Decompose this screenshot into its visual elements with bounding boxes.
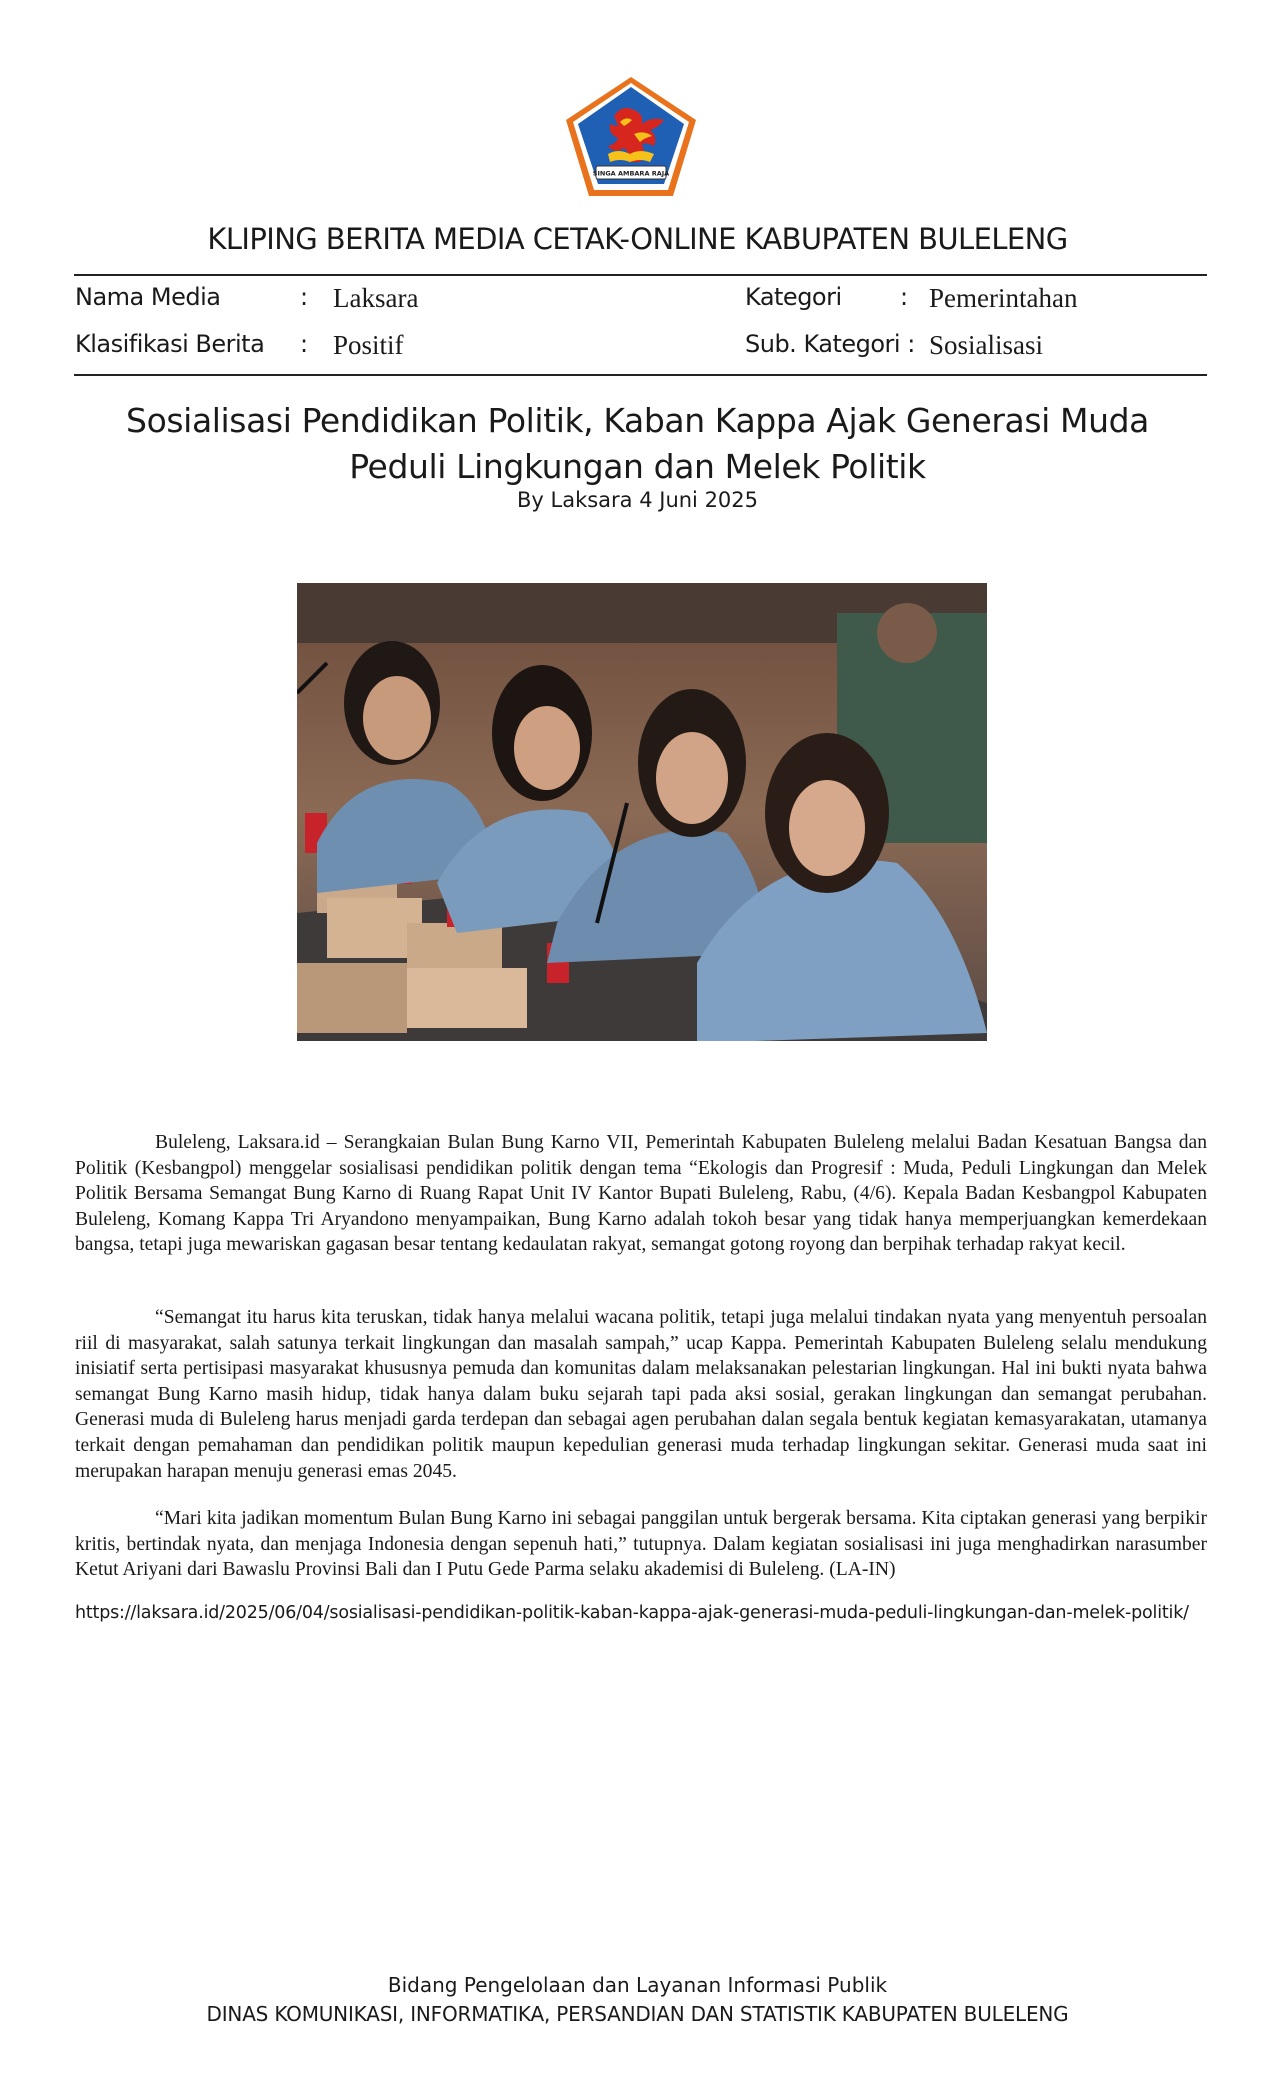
sub-kategori-value: Sosialisasi [929,330,1044,360]
singa-ambara-raja-logo [562,74,700,200]
media-label: Nama Media [75,283,221,311]
footer-department: Bidang Pengelolaan dan Layanan Informasi Publik [387,1973,888,1997]
article-paragraph-2: “Semangat itu harus kita teruskan, tidak hanya melalui wacana politik, tetapi juga melalui tindakan nyata yang menyentuh persoalan riil di masyarakat, salah satunya terkait lingkungan dan masalah sampah,” ucap Kappa. Pemerintah Kabupaten Buleleng selalu mendukung inisiatif serta pertisipasi masyarakat khususnya pemuda dan komunitas dalam melaksanakan pelestarian lingkungan. Hal ini bukti nyata bahwa semangat Bung Karno masih hidup, tidak hanya dalam buku sejarah tapi pada aksi sosial, gerakan lingkungan dan semangat perubahan. Generasi muda di Buleleng harus menjadi garda terdepan dan sebagai agen perubahan dalan segala bentuk kegiatan kemasyarakatan, utamanya terkait dengan pemahaman dan pendidikan politik maupun kepedulian generasi muda terhadap lingkungan sekitar. Generasi muda saat ini merupakan harapan menuju generasi emas 2045. [75,1307,1207,1482]
clipping-header-title: KLIPING BERITA MEDIA CETAK-ONLINE KABUPATEN BULELENG [207,222,1068,256]
article-title: Sosialisasi Pendidikan Politik, Kaban Kappa Ajak Generasi Muda Peduli Lingkungan dan Melek Politik [126,401,1149,486]
media-colon: : [300,283,308,311]
sub-kategori-label: Sub. Kategori : [745,330,915,358]
svg-text:SINGA AMBARA RAJA: SINGA AMBARA RAJA [592,169,670,178]
article-paragraph-1: Buleleng, Laksara.id – Serangkaian Bulan Bung Karno VII, Pemerintah Kabupaten Buleleng melalui Badan Kesatuan Bangsa dan Politik (Kesbangpol) menggelar sosialisasi pendidikan politik dengan tema “Ekologis dan Progresif : Muda, Peduli Lingkungan dan Melek Politik Bersama Semangat Bung Karno di Ruang Rapat Unit IV Kantor Bupati Buleleng, Rabu, (4/6). Kepala Badan Kesbangpol Kabupaten Buleleng, Komang Kappa Tri Aryandono menyampaikan, Bung Karno adalah tokoh besar yang tidak hanya memperjuangkan kemerdekaan bangsa, tetapi juga mewariskan gagasan besar tentang kedaulatan rakyat, semangat gotong royong dan berpihak terhadap rakyat kecil. [75,1132,1207,1256]
footer-agency: DINAS KOMUNIKASI, INFORMATIKA, PERSANDIAN DAN STATISTIK KABUPATEN BULELENG [206,2002,1069,2026]
header-divider-top [74,274,1207,276]
media-value: Laksara [333,283,419,313]
source-url-link[interactable]: https://laksara.id/2025/06/04/sosialisasi-pendidikan-politik-kaban-kappa-ajak-generasi-muda-peduli-lingkungan-dan-melek-politik/ [75,1603,1189,1623]
kategori-value: Pemerintahan [929,283,1078,313]
klasifikasi-value: Positif [333,330,404,360]
article-photo [297,583,987,1041]
klasifikasi-label: Klasifikasi Berita [75,330,265,358]
header-divider-bottom [74,374,1207,376]
klasifikasi-colon: : [300,330,308,358]
article-paragraph-3: “Mari kita jadikan momentum Bulan Bung Karno ini sebagai panggilan untuk bergerak bersama. Kita ciptakan generasi yang berpikir kritis, bertindak nyata, dan menjaga Indonesia dengan sepenuh hati,” tutupnya. Dalam kegiatan sosialisasi ini juga menghadirkan narasumber Ketut Ariyani dari Bawaslu Provinsi Bali dan I Putu Gede Parma selaku akademisi di Buleleng. (LA-IN) [75,1508,1207,1581]
kategori-label: Kategori [745,283,842,311]
kategori-colon: : [900,283,908,311]
article-byline: By Laksara 4 Juni 2025 [516,488,759,512]
